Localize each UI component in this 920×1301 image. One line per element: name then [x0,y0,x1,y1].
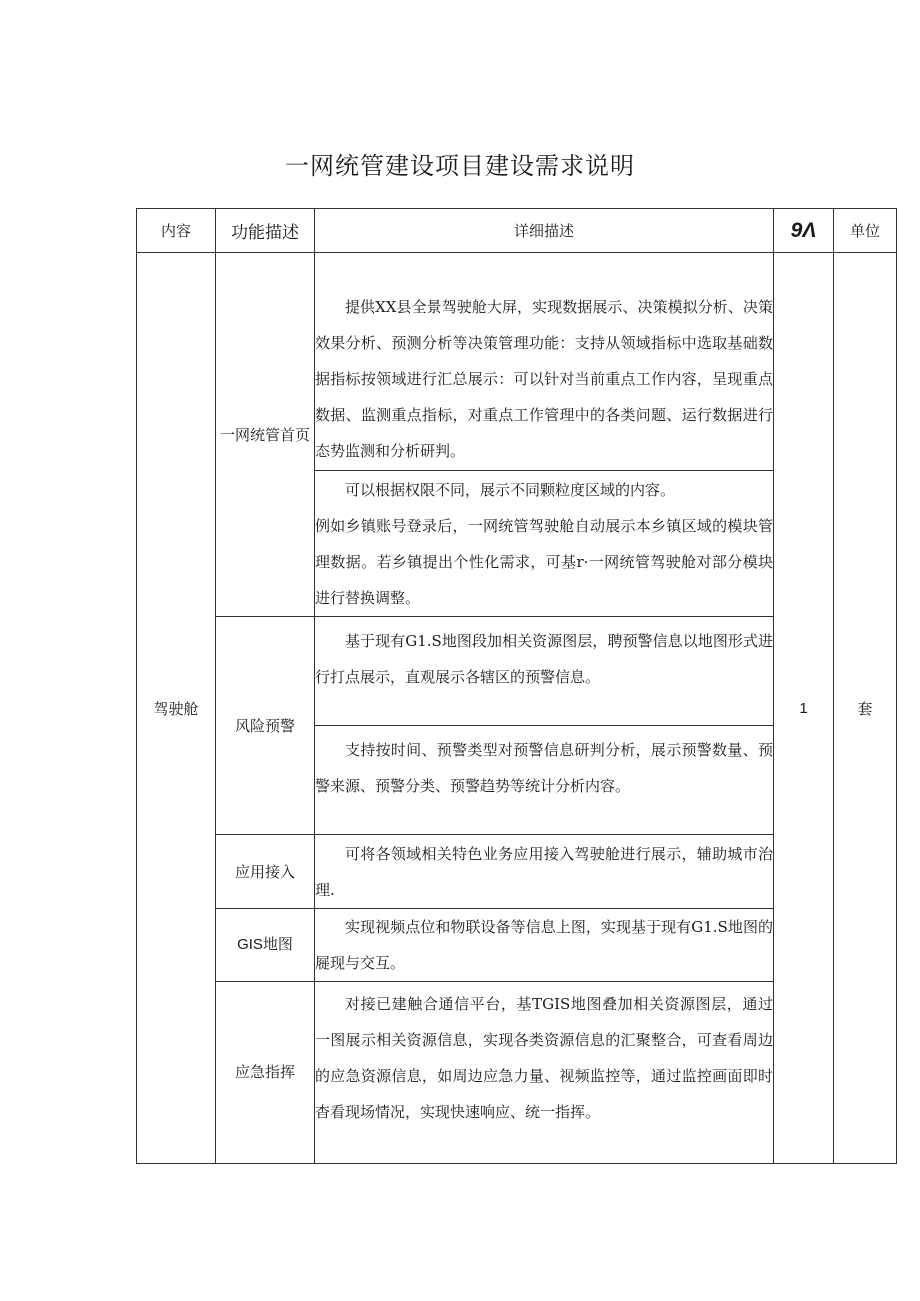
function-cell: 一网统管首页 [216,253,315,617]
detail-text: 可以根据权限不同，展示不同颗粒度区域的内容。 [345,480,676,499]
header-content: 内容 [137,209,216,253]
function-cell: 风险预警 [216,617,315,835]
detail-cell [315,835,774,909]
detail-text: 提供XX县全景驾驶舱大屏，实现数据展示、决策模拟分析、决策效果分析、预测分析等决策管理功能：支持从领域指标中选取基础数据指标按领域进行汇总展示：可以针对当前重点工作内容，呈现重点数据、监测重点指标，对重点工作管理中的各类问题、运行数据进行态势监测和分析研判。 [315,298,773,460]
detail-text: 支持按时间、预警类型对预警信息研判分析，展示预警数量、预警来源、预警分类、预警趋势等统计分析内容。 [315,741,773,795]
header-function: 功能描述 [216,209,315,253]
table-row [137,253,897,471]
header-detail: 详细描述 [315,209,774,253]
page-title: 一网统管建设项目建设需求说明 [285,152,635,180]
detail-cell [315,253,774,471]
detail-text: 对接已建触合通信平台，基TGIS地图叠加相关资源图层，通过一图展示相关资源信息，实现各类资源信息的汇聚整合，可查看周边的应急资源信息，如周边应急力量、视频监控等，通过监控画面即时杳看现场情况，实现快速响应、统一指挥。 [315,995,773,1121]
detail-cell [315,617,774,726]
detail-text: 例如乡镇账号登录后，一网统管驾驶舱自动展示本乡镇区域的模块管理数据。若乡镇提出个性化需求，可基r·一网统管驾驶舱对部分模块进行替换调整。 [315,516,773,607]
function-cell: GIS地图 [216,909,315,982]
function-cell: 应用接入 [216,835,315,909]
header-quantity: 9Λ [774,209,834,253]
detail-cell [315,982,774,1164]
quantity-cell: 1 [774,253,834,1164]
category-cell: 驾驶舱 [137,253,216,1164]
detail-text: 基于现有G1.S地图段加相关资源图层，聘预警信息以地图形式进行打点展示，直观展示各辖区的预警信息。 [315,632,773,686]
header-unit: 单位 [834,209,897,253]
unit-cell: 套 [834,253,897,1164]
detail-cell [315,726,774,835]
detail-cell [315,909,774,982]
detail-cell [315,471,774,617]
detail-text: 可将各领域相关特色业务应用接入驾驶舱进行展示，辅助城市治理. [315,844,773,899]
requirements-table [136,208,897,1164]
detail-text: 实现视频点位和物联设备等信息上图，实现基于现有G1.S地图的屣现与交互。 [315,918,773,972]
table-header-row [137,209,897,253]
function-cell: 应急指挥 [216,982,315,1164]
